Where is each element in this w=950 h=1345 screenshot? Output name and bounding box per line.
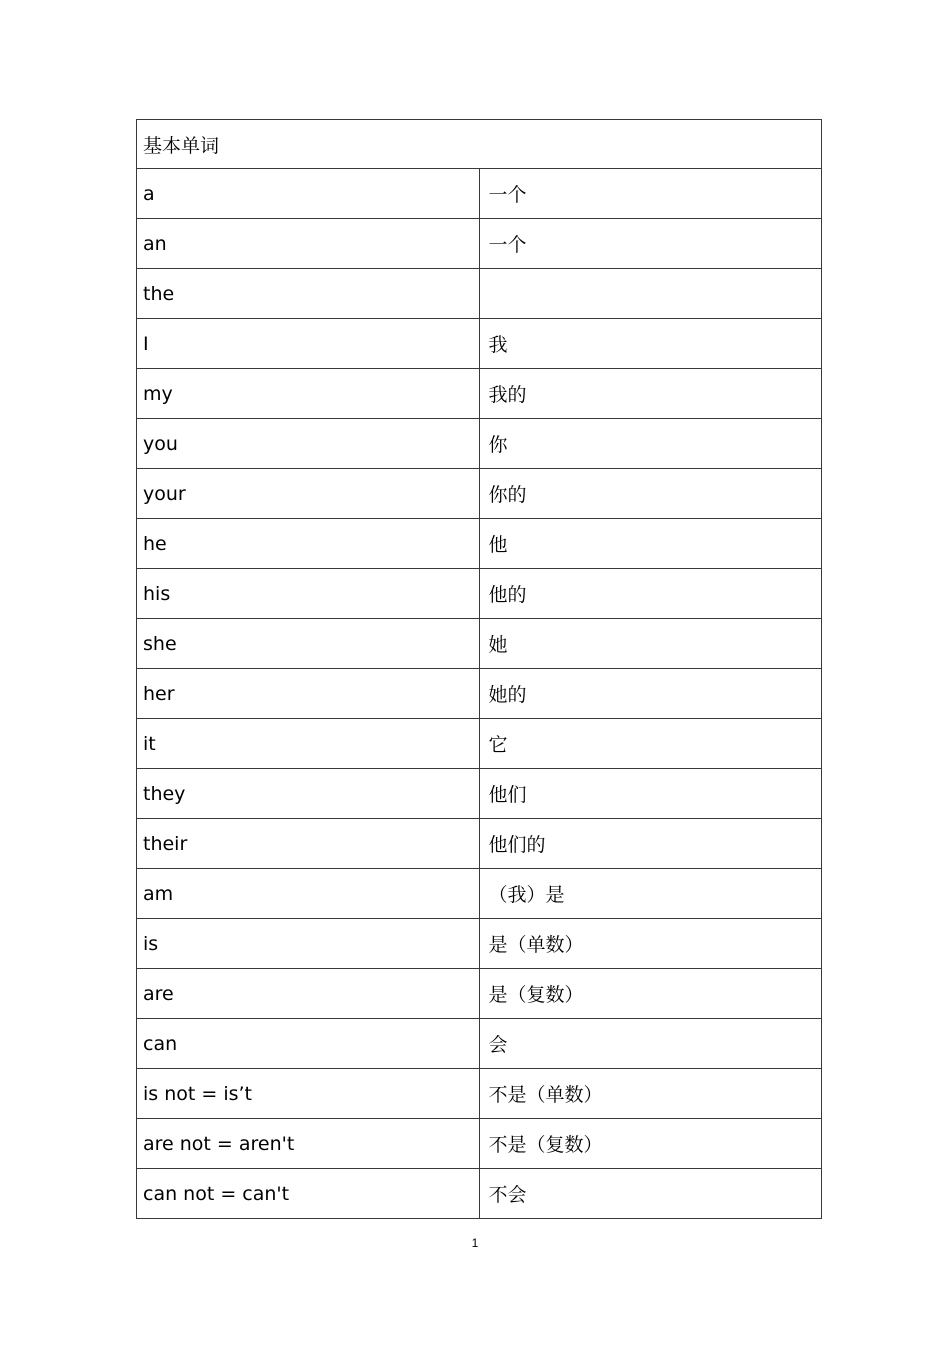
- word-cell: he: [137, 519, 480, 569]
- table-row: [137, 369, 822, 419]
- table-header-row: [137, 120, 822, 169]
- table-row: [137, 769, 822, 819]
- word-cell: they: [137, 769, 480, 819]
- word-cell: can not = can't: [137, 1169, 480, 1219]
- meaning-cell: 我: [479, 319, 822, 369]
- table-row: [137, 169, 822, 219]
- meaning-cell: 是（复数）: [479, 969, 822, 1019]
- word-cell: is: [137, 919, 480, 969]
- meaning-cell: 她的: [479, 669, 822, 719]
- table-row: [137, 619, 822, 669]
- table-row: [137, 1019, 822, 1069]
- meaning-cell: 他们的: [479, 819, 822, 869]
- meaning-cell: 我的: [479, 369, 822, 419]
- vocabulary-table-body: [137, 120, 822, 1219]
- meaning-cell: 是（单数）: [479, 919, 822, 969]
- word-cell: my: [137, 369, 480, 419]
- table-row: [137, 719, 822, 769]
- table-row: [137, 1169, 822, 1219]
- word-cell: her: [137, 669, 480, 719]
- meaning-cell: 它: [479, 719, 822, 769]
- word-cell: are: [137, 969, 480, 1019]
- meaning-cell: 他: [479, 519, 822, 569]
- meaning-cell: 她: [479, 619, 822, 669]
- meaning-cell: 不是（单数）: [479, 1069, 822, 1119]
- meaning-cell: 一个: [479, 169, 822, 219]
- meaning-cell: 你的: [479, 469, 822, 519]
- table-row: [137, 469, 822, 519]
- table-header-title: 基本单词: [137, 120, 822, 169]
- table-row: [137, 969, 822, 1019]
- page-number: 1: [471, 1236, 479, 1250]
- word-cell: his: [137, 569, 480, 619]
- meaning-cell: 一个: [479, 219, 822, 269]
- meaning-cell: [479, 269, 822, 319]
- word-cell: your: [137, 469, 480, 519]
- word-cell: their: [137, 819, 480, 869]
- word-cell: am: [137, 869, 480, 919]
- table-row: [137, 219, 822, 269]
- meaning-cell: 不会: [479, 1169, 822, 1219]
- word-cell: a: [137, 169, 480, 219]
- word-cell: she: [137, 619, 480, 669]
- table-row: [137, 819, 822, 869]
- word-cell: the: [137, 269, 480, 319]
- word-cell: you: [137, 419, 480, 469]
- vocabulary-table: [136, 119, 822, 1219]
- meaning-cell: 他们: [479, 769, 822, 819]
- word-cell: an: [137, 219, 480, 269]
- table-row: [137, 869, 822, 919]
- table-row: [137, 1069, 822, 1119]
- word-cell: is not = is’t: [137, 1069, 480, 1119]
- meaning-cell: 他的: [479, 569, 822, 619]
- table-row: [137, 269, 822, 319]
- meaning-cell: 不是（复数）: [479, 1119, 822, 1169]
- meaning-cell: 会: [479, 1019, 822, 1069]
- table-row: [137, 919, 822, 969]
- word-cell: are not = aren't: [137, 1119, 480, 1169]
- table-row: [137, 569, 822, 619]
- table-row: [137, 669, 822, 719]
- table-row: [137, 419, 822, 469]
- table-row: [137, 319, 822, 369]
- word-cell: can: [137, 1019, 480, 1069]
- word-cell: it: [137, 719, 480, 769]
- meaning-cell: 你: [479, 419, 822, 469]
- meaning-cell: （我）是: [479, 869, 822, 919]
- table-row: [137, 519, 822, 569]
- table-row: [137, 1119, 822, 1169]
- word-cell: I: [137, 319, 480, 369]
